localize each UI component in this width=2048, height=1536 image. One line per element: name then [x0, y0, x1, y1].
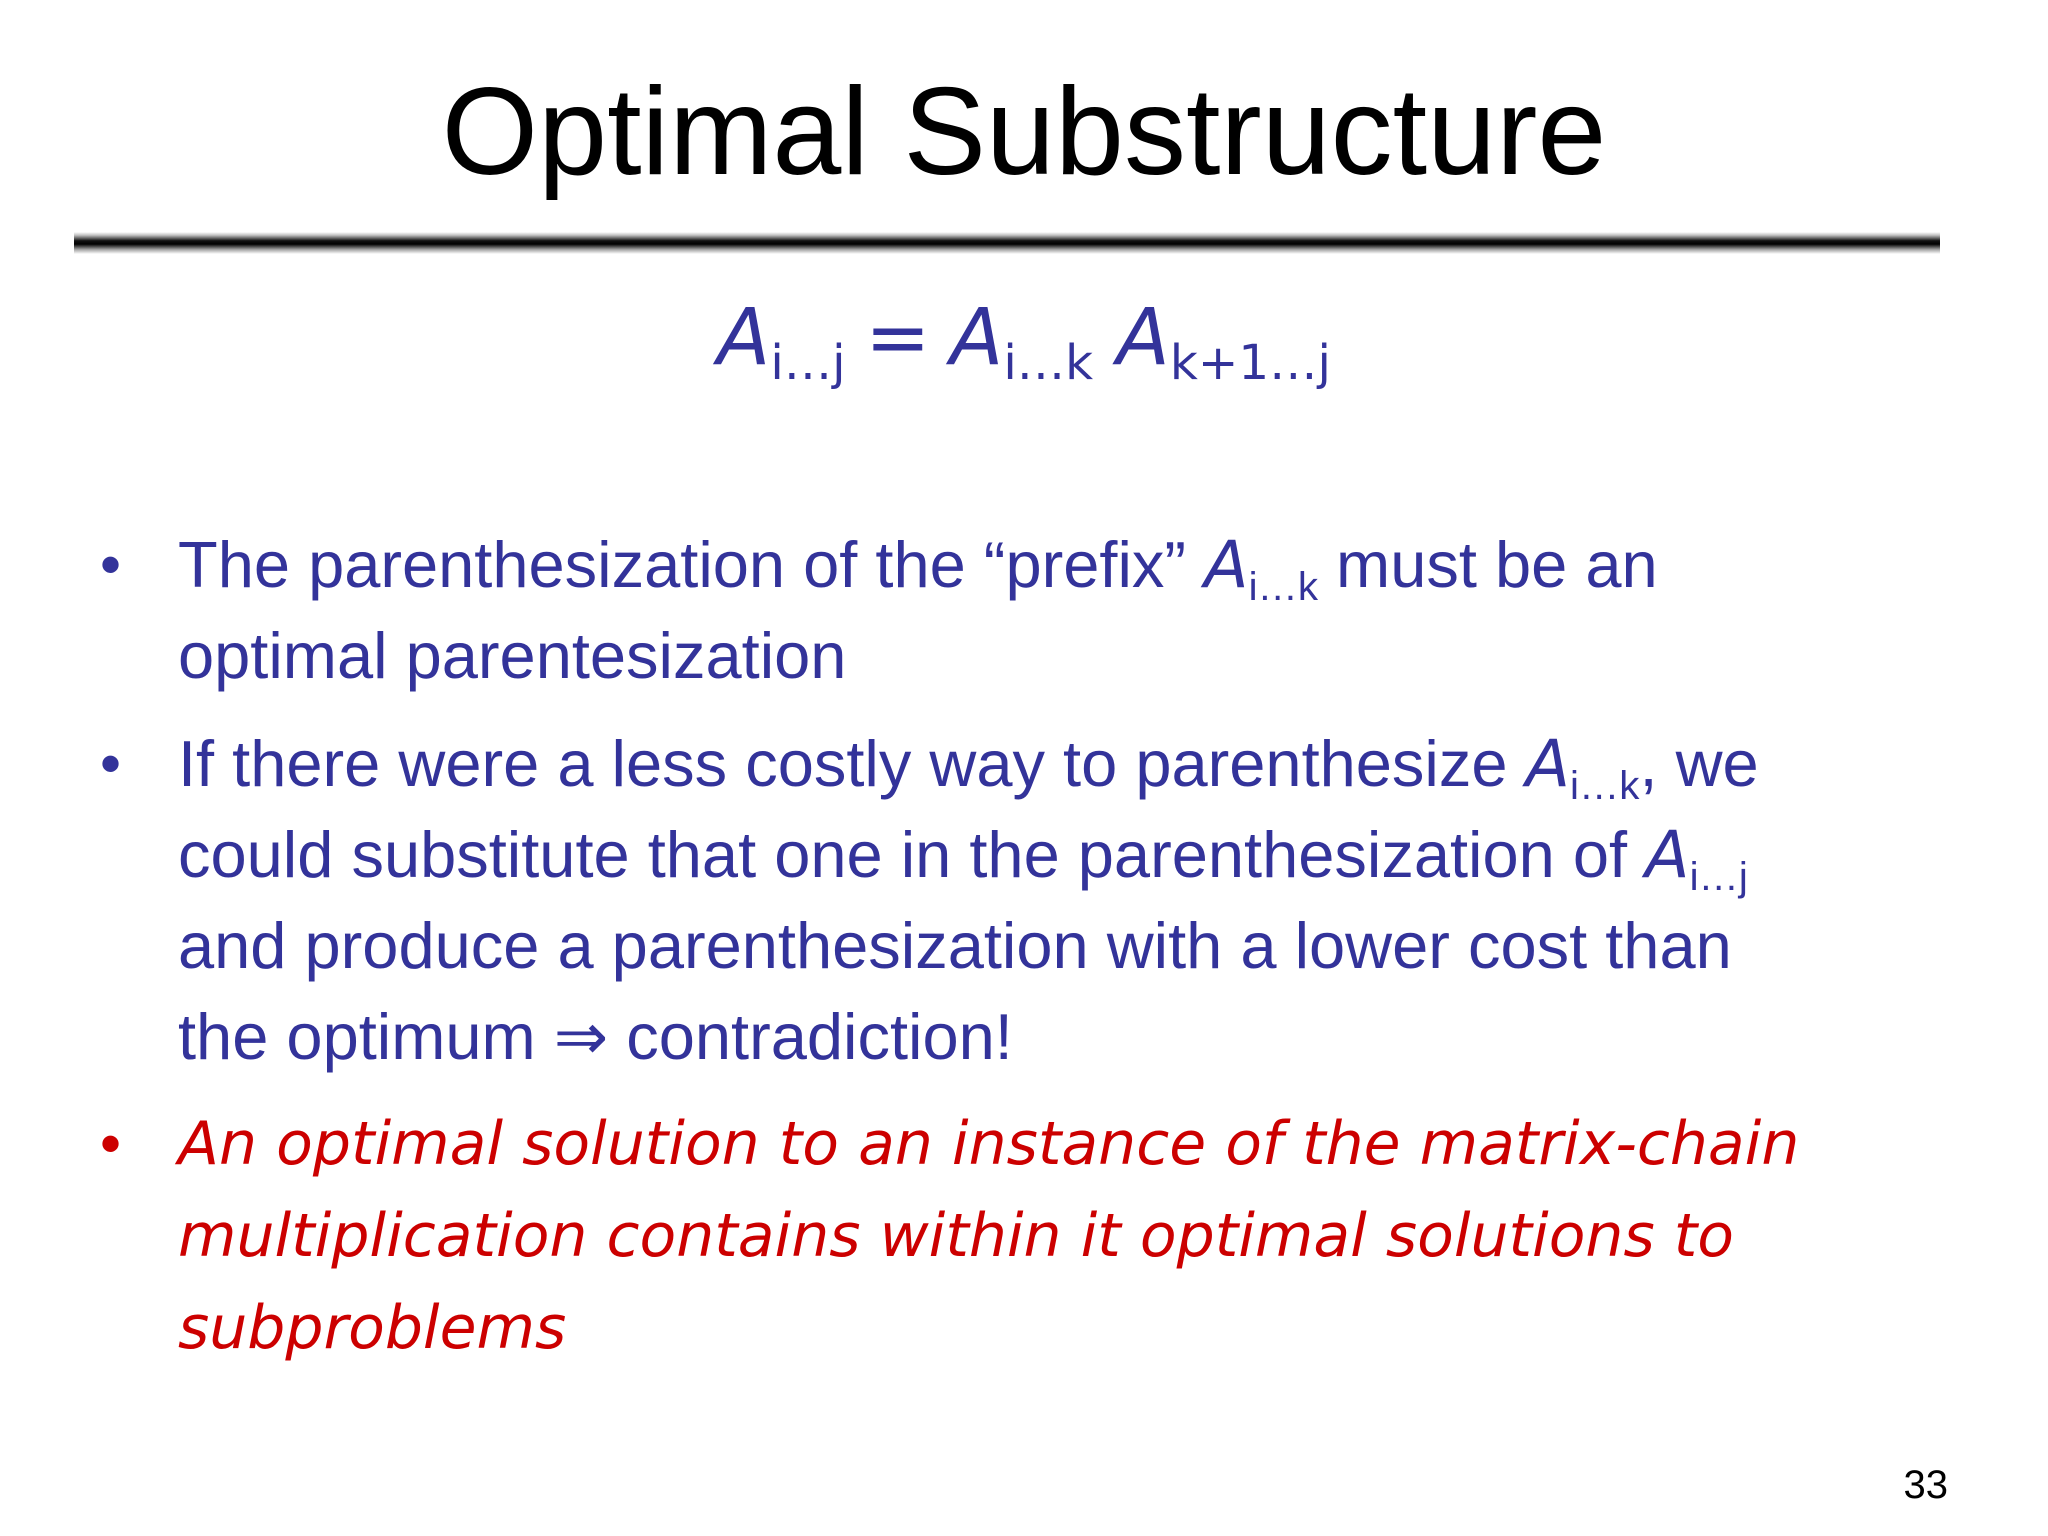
bullet-text-segment: If there were a less costly way to parenthesize — [178, 727, 1526, 800]
inline-math-subscript: i…k — [1248, 563, 1318, 609]
bullet-text-segment: contradiction! — [608, 1000, 1013, 1073]
bullet-marker: • — [100, 730, 122, 797]
bullet-line: multiplication contains within it optimal solutions to — [178, 1201, 1735, 1271]
bullet-line — [178, 718, 1978, 809]
page-number: 33 — [1903, 1463, 1948, 1507]
inline-math-subscript: i…j — [1689, 853, 1748, 899]
bullet-line: subproblems — [178, 1293, 567, 1363]
bullet-text — [178, 1098, 1978, 1374]
bullet-text-segment: , we — [1639, 727, 1759, 800]
formula-term1-subscript: i…k — [1003, 335, 1094, 392]
inline-math-subscript: i…k — [1570, 762, 1640, 808]
inline-math-symbol: A — [1525, 727, 1571, 802]
formula — [0, 288, 2048, 392]
bullet-line — [178, 809, 1978, 900]
title-divider — [74, 232, 1940, 254]
formula-term1-symbol: A — [949, 293, 1004, 383]
implies-arrow-icon: ⇒ — [553, 1000, 609, 1075]
bullet-line: optimal parentesization — [178, 619, 847, 692]
bullet-line — [178, 991, 1978, 1082]
formula-lhs-symbol: A — [717, 293, 771, 383]
inline-math-symbol: A — [1645, 818, 1690, 893]
bullet-marker: • — [100, 531, 122, 598]
formula-term2-symbol: A — [1116, 293, 1170, 383]
formula-lhs-subscript: i…j — [770, 335, 846, 392]
bullet-text — [178, 519, 1978, 701]
bullet-line: An optimal solution to an instance of the matrix-chain — [178, 1109, 1800, 1179]
bullet-text — [178, 718, 1978, 1082]
bullet-line — [178, 519, 1978, 610]
bullet-marker: • — [100, 1110, 122, 1177]
bullet-text-segment: The parenthesization of the “prefix” — [178, 528, 1205, 601]
slide-title: Optimal Substructure — [441, 63, 1607, 201]
formula-term2-subscript: k+1…j — [1169, 335, 1331, 392]
bullet-text-segment: the optimum — [178, 1000, 554, 1073]
bullet-text-segment: could substitute that one in the parenthesization of — [178, 818, 1646, 891]
bullet-text-segment: must be an — [1317, 528, 1658, 601]
inline-math-symbol: A — [1204, 528, 1249, 603]
bullet-line: and produce a parenthesization with a lower cost than — [178, 909, 1732, 982]
formula-equals: = — [865, 293, 931, 383]
